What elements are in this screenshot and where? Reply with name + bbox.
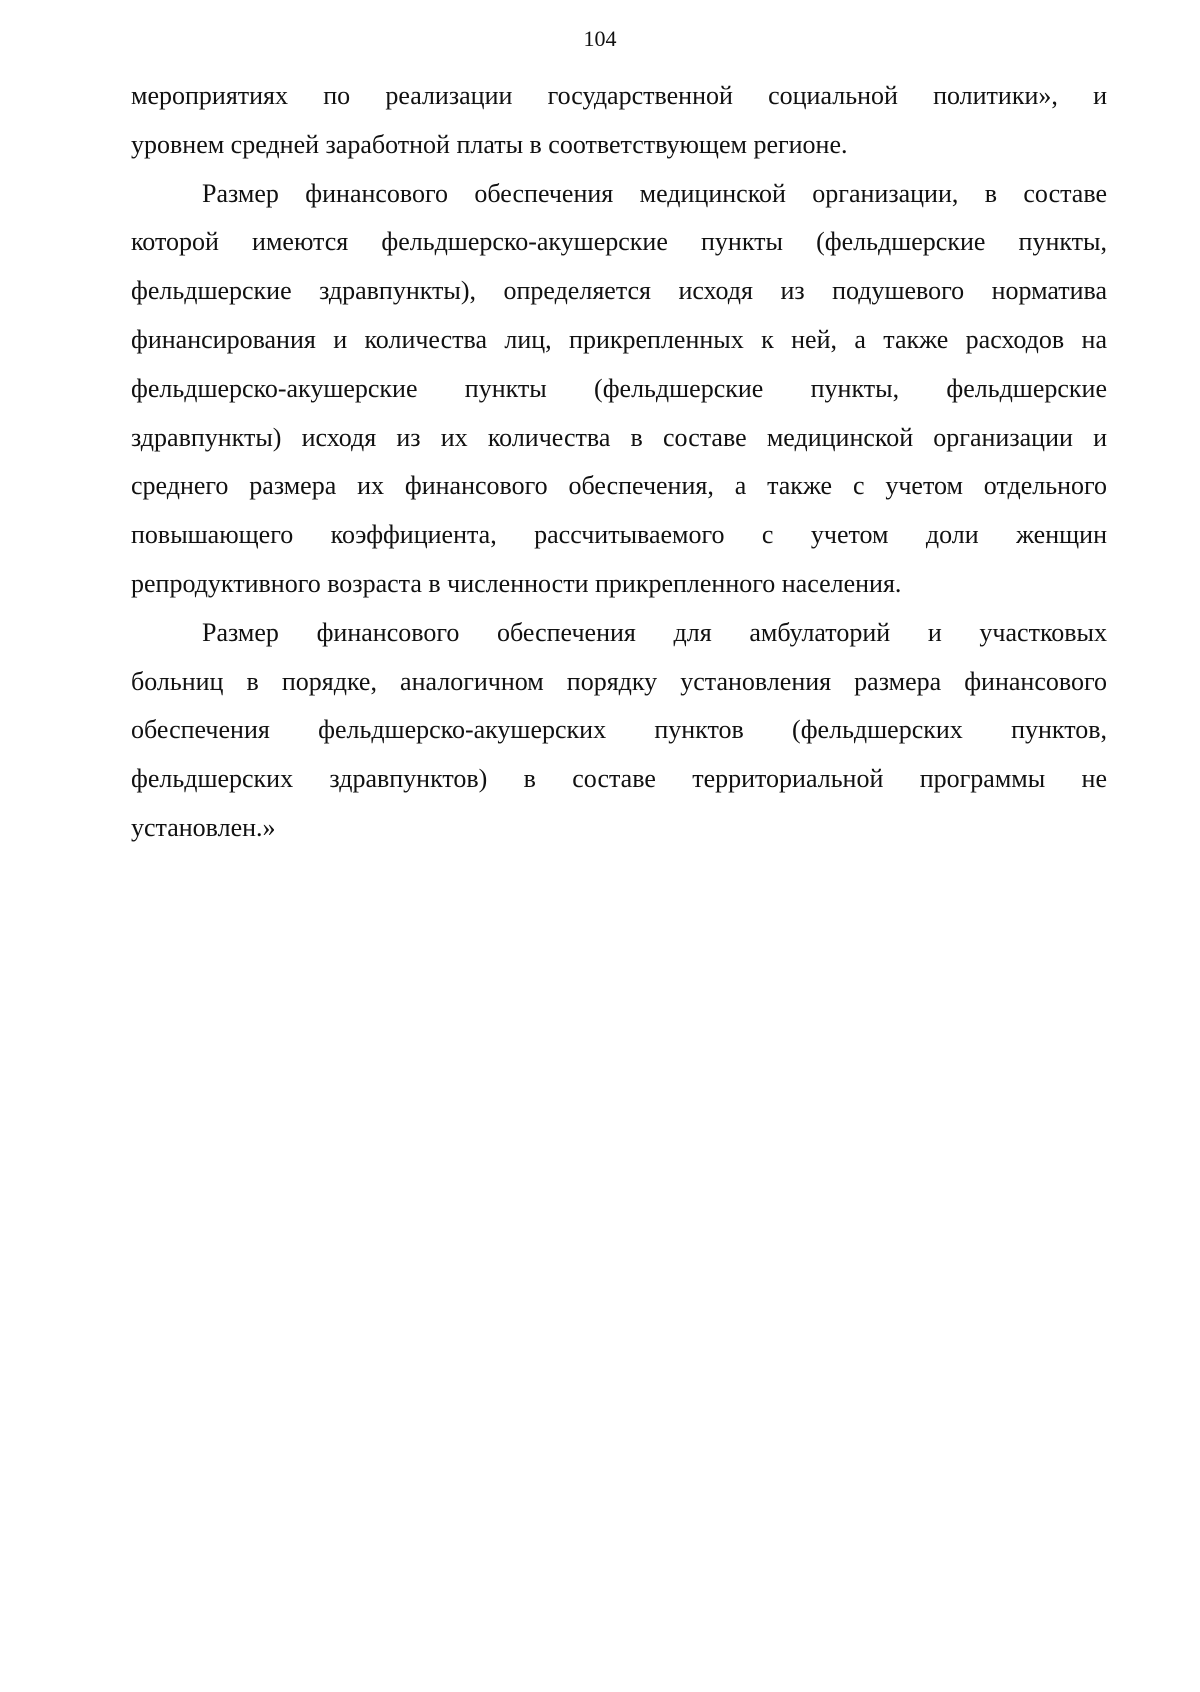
body-text (131, 72, 1107, 853)
text-line: здравпункты) исходя из их количества в составе медицинской организации и (131, 422, 1107, 452)
text-line: установлен.» (131, 812, 276, 842)
paragraph-feldsher-funding (131, 170, 1107, 609)
text-line: уровнем средней заработной платы в соответствующем регионе. (131, 129, 848, 159)
text-line: больниц в порядке, аналогичном порядку установления размера финансового (131, 666, 1107, 696)
text-line: фельдшерско-акушерские пункты (фельдшерские пункты, фельдшерские (131, 373, 1107, 403)
text-line: мероприятиях по реализации государственной социальной политики», и (131, 81, 1107, 110)
paragraph-continuation (131, 72, 1107, 170)
text-line: которой имеются фельдшерско-акушерские пункты (фельдшерские пункты, (131, 227, 1107, 257)
text-line: фельдшерских здравпунктов) в составе территориальной программы не (131, 764, 1107, 794)
text-line: Размер финансового обеспечения медицинской организации, в составе (202, 178, 1107, 208)
text-line: Размер финансового обеспечения для амбулаторий и участковых (202, 617, 1107, 647)
text-line: репродуктивного возраста в численности прикрепленного населения. (131, 568, 902, 598)
text-line: обеспечения фельдшерско-акушерских пунктов (фельдшерских пунктов, (131, 715, 1107, 745)
text-line: фельдшерские здравпункты), определяется исходя из подушевого норматива (131, 276, 1107, 306)
text-line: среднего размера их финансового обеспечения, а также с учетом отдельного (131, 471, 1107, 501)
text-line: повышающего коэффициента, рассчитываемого с учетом доли женщин (131, 520, 1107, 550)
page-number: 104 (583, 26, 617, 51)
paragraph-ambulatory-funding (131, 609, 1107, 853)
text-line: финансирования и количества лиц, прикрепленных к ней, а также расходов на (131, 324, 1107, 354)
